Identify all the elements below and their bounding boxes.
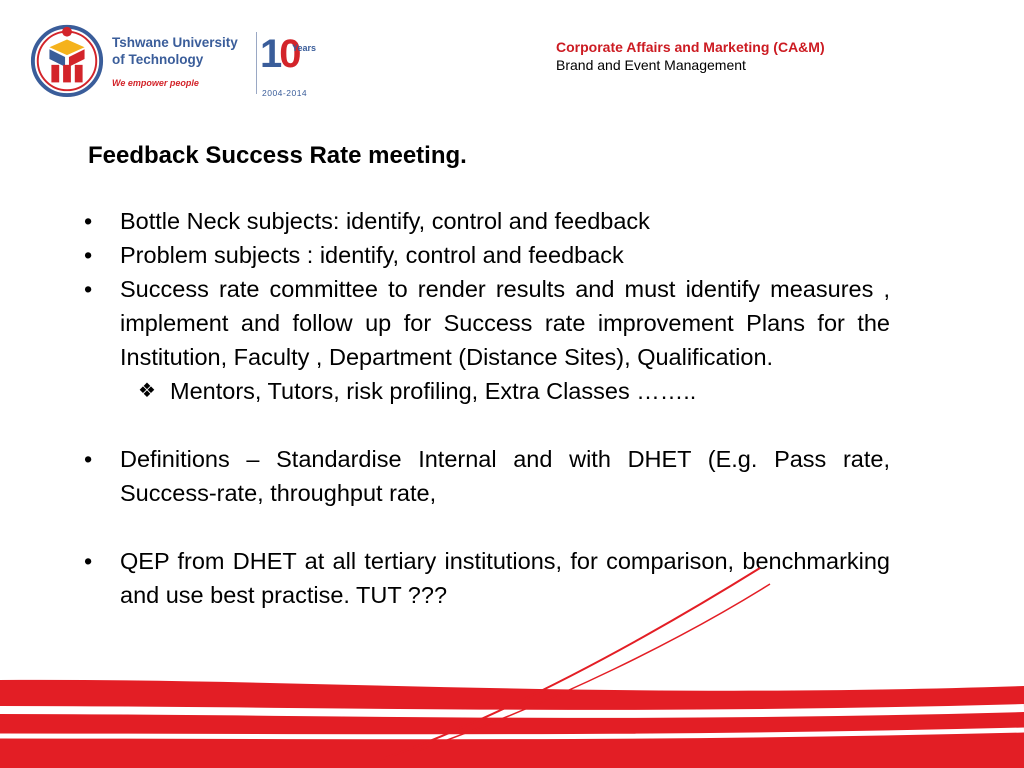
department-title: Corporate Affairs and Marketing (CA&M) bbox=[556, 39, 825, 55]
bullet-text: Success rate committee to render results and must identify measures , implement and follow up for Success rate improvement Plans for the Institution, Faculty , Department (Distance Sites), Qualification. bbox=[120, 276, 890, 370]
anniversary-number: 10 bbox=[260, 32, 299, 76]
bullet-text: Bottle Neck subjects: identify, control and feedback bbox=[120, 208, 650, 234]
logo-divider bbox=[256, 32, 257, 94]
spacer bbox=[80, 510, 890, 544]
university-name-line1: Tshwane University bbox=[112, 35, 238, 50]
anniversary-badge bbox=[260, 32, 330, 102]
bullet-text: QEP from DHET at all tertiary institutions, for comparison, benchmarking and use best practise. TUT ??? bbox=[120, 548, 890, 608]
bullet-dot: • bbox=[84, 446, 93, 472]
bullet-dot: • bbox=[84, 242, 93, 268]
bullet-dot: • bbox=[84, 276, 93, 302]
spacer bbox=[80, 408, 890, 442]
bullet-dot: • bbox=[84, 208, 93, 234]
tut-logo bbox=[28, 18, 328, 108]
tut-emblem-icon bbox=[28, 20, 106, 98]
anniversary-range: 2004-2014 bbox=[262, 88, 308, 98]
slide-title: Feedback Success Rate meeting. bbox=[88, 142, 467, 169]
bullet-text: Problem subjects : identify, control and feedback bbox=[120, 242, 624, 268]
bullet-item bbox=[80, 238, 890, 272]
sub-bullet-item bbox=[80, 374, 890, 408]
anniversary-years-label: Years bbox=[292, 43, 317, 53]
footer-swoosh bbox=[0, 560, 1024, 768]
bullet-item bbox=[80, 442, 890, 510]
bullet-list bbox=[80, 204, 890, 612]
bullet-text: Definitions – Standardise Internal and with DHET (E.g. Pass rate, Success-rate, throughput rate, bbox=[120, 446, 890, 506]
bullet-dot: • bbox=[84, 548, 93, 574]
department-header bbox=[556, 38, 825, 74]
department-subtitle: Brand and Event Management bbox=[556, 57, 746, 73]
university-tagline: We empower people bbox=[112, 78, 199, 88]
university-name bbox=[112, 34, 272, 68]
sub-bullet-text: Mentors, Tutors, risk profiling, Extra Classes …….. bbox=[170, 378, 697, 404]
bullet-item bbox=[80, 204, 890, 238]
bullet-item bbox=[80, 272, 890, 374]
diamond-bullet-icon: ❖ bbox=[138, 380, 156, 402]
university-name-line2: of Technology bbox=[112, 52, 204, 67]
